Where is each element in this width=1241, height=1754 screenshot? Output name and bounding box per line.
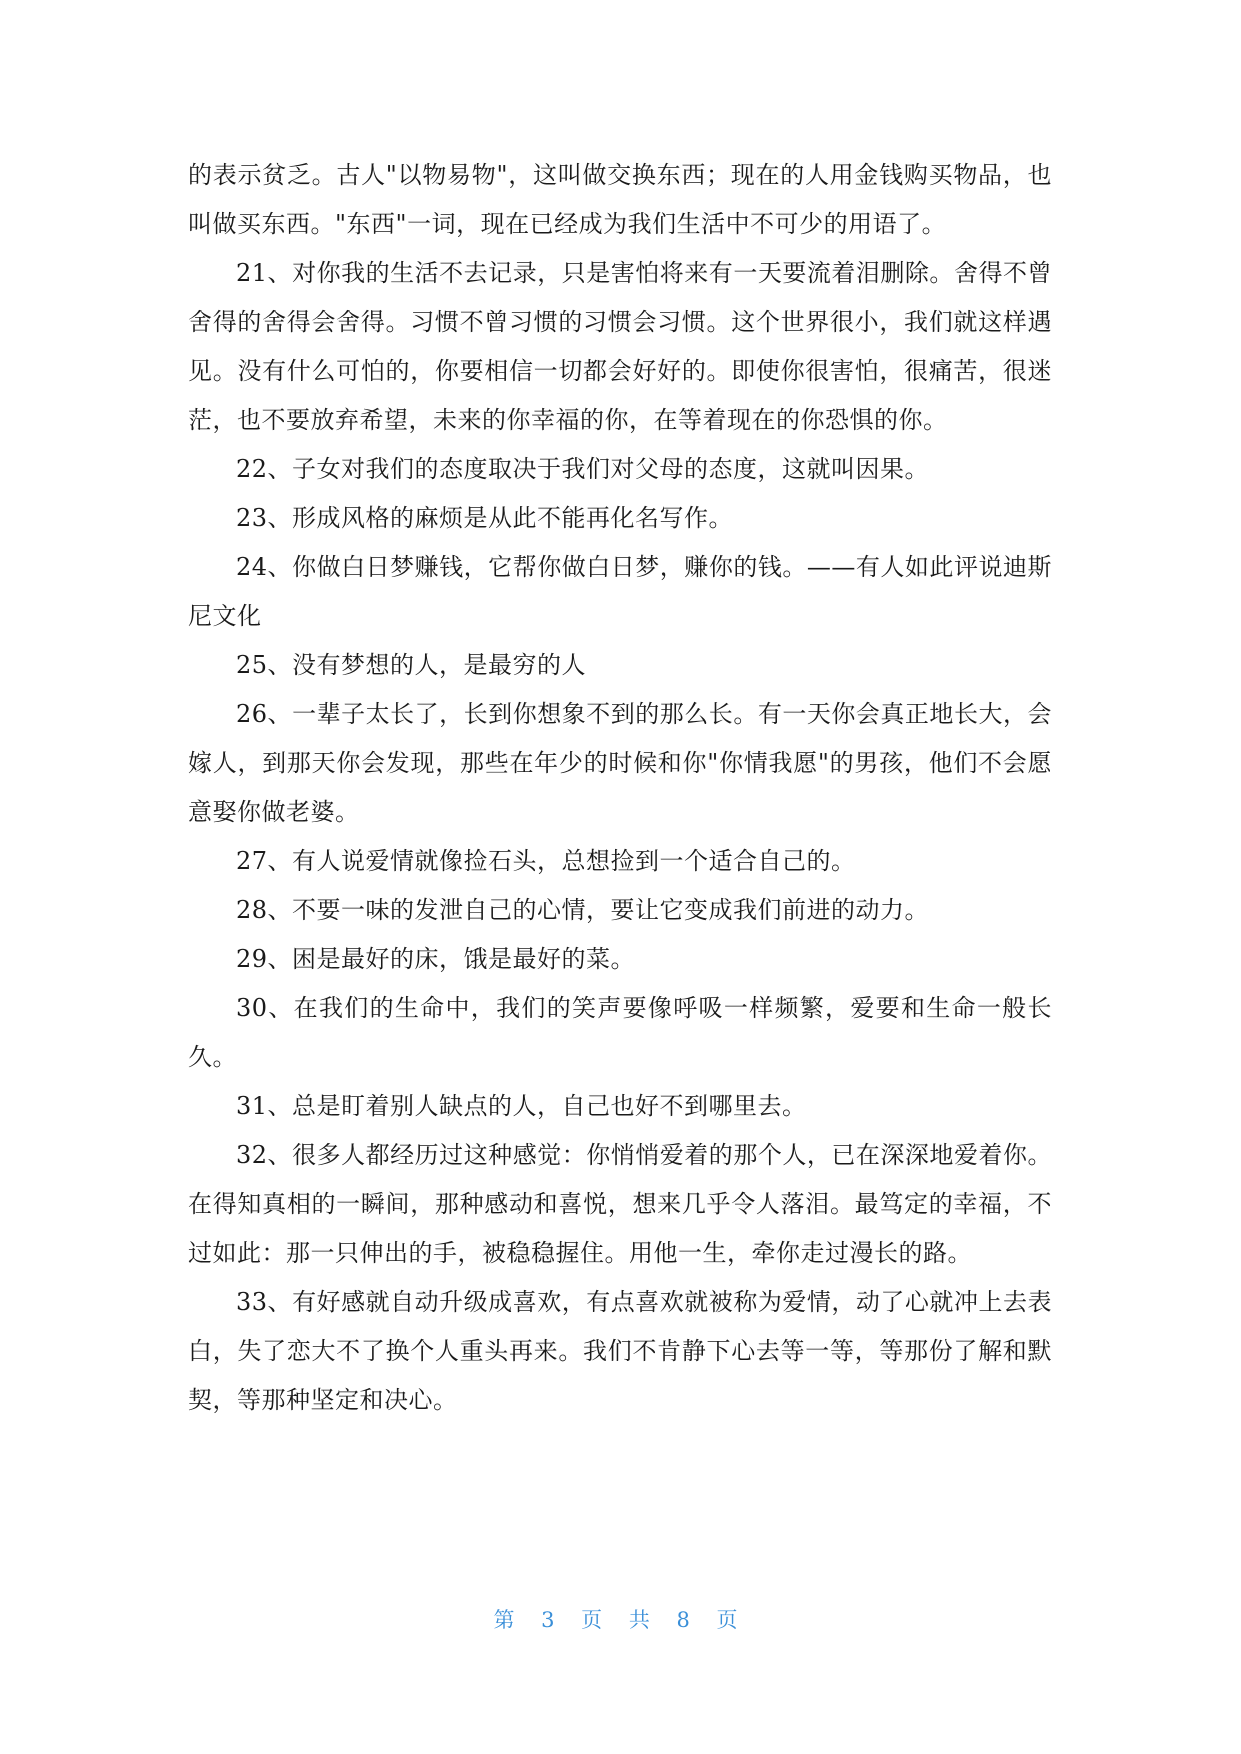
paragraph-22: 22、子女对我们的态度取决于我们对父母的态度，这就叫因果。 (236, 455, 930, 483)
paragraph-continued: 的表示贫乏。古人"以物易物"，这叫做交换东西；现在的人用金钱购买物品，也叫做买东西。"东西"一词，现在已经成为我们生活中不可少的用语了。 (188, 161, 1052, 238)
paragraph-25: 25、没有梦想的人，是最穷的人 (236, 651, 587, 679)
page-footer: 第 3 页 共 8 页 (493, 1608, 748, 1632)
paragraph-24: 24、你做白日梦赚钱，它帮你做白日梦，赚你的钱。——有人如此评说迪斯尼文化 (188, 553, 1052, 630)
paragraph-32: 32、很多人都经历过这种感觉：你悄悄爱着的那个人，已在深深地爱着你。在得知真相的一瞬间，那种感动和喜悦，想来几乎令人落泪。最笃定的幸福，不过如此：那一只伸出的手，被稳稳握住。用他一生，牵你走过漫长的路。 (188, 1141, 1052, 1267)
paragraph-27: 27、有人说爱情就像捡石头，总想捡到一个适合自己的。 (236, 847, 856, 875)
paragraph-28: 28、不要一味的发泄自己的心情，要让它变成我们前进的动力。 (236, 896, 930, 924)
paragraph-21: 21、对你我的生活不去记录，只是害怕将来有一天要流着泪删除。舍得不曾舍得的舍得会舍得。习惯不曾习惯的习惯会习惯。这个世界很小，我们就这样遇见。没有什么可怕的，你要相信一切都会好好的。即使你很害怕，很痛苦，很迷茫，也不要放弃希望，未来的你幸福的你，在等着现在的你恐惧的你。 (188, 259, 1052, 434)
document-body (188, 151, 1052, 1425)
paragraph-29: 29、困是最好的床，饿是最好的菜。 (236, 945, 636, 973)
paragraph-26: 26、一辈子太长了，长到你想象不到的那么长。有一天你会真正地长大，会嫁人，到那天你会发现，那些在年少的时候和你"你情我愿"的男孩，他们不会愿意娶你做老婆。 (188, 700, 1052, 826)
paragraph-31: 31、总是盯着别人缺点的人，自己也好不到哪里去。 (236, 1092, 807, 1120)
paragraph-33: 33、有好感就自动升级成喜欢，有点喜欢就被称为爱情，动了心就冲上去表白，失了恋大不了换个人重头再来。我们不肯静下心去等一等，等那份了解和默契，等那种坚定和决心。 (188, 1288, 1052, 1414)
paragraph-30: 30、在我们的生命中，我们的笑声要像呼吸一样频繁，爱要和生命一般长久。 (188, 994, 1052, 1071)
paragraph-23: 23、形成风格的麻烦是从此不能再化名写作。 (236, 504, 734, 532)
